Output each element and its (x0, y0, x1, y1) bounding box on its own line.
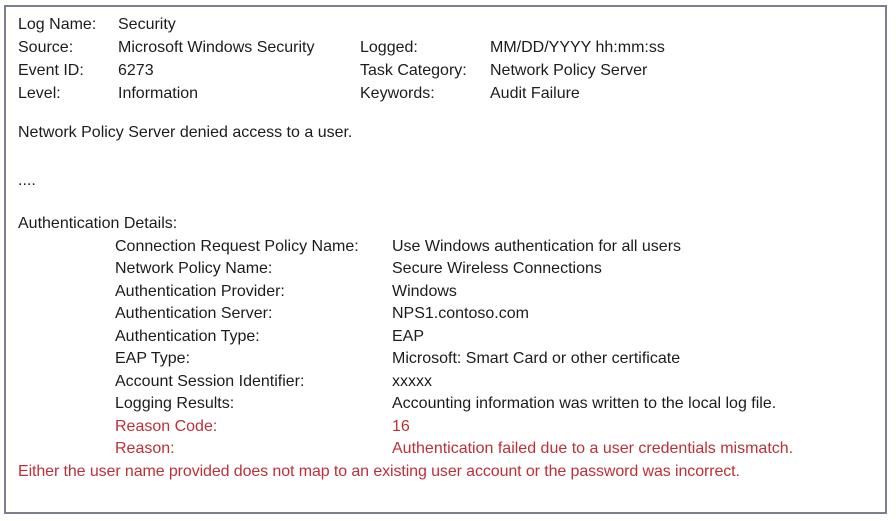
field-value (490, 13, 873, 36)
detail-label: Network Policy Name: (115, 260, 273, 277)
detail-row (18, 348, 873, 371)
field-label: Task Category: (360, 62, 467, 79)
detail-row (18, 326, 873, 349)
detail-value: Secure Wireless Connections (392, 260, 602, 277)
detail-row (18, 303, 873, 326)
field-value: Audit Failure (490, 85, 580, 102)
ellipsis-text: .... (18, 171, 36, 189)
detail-value: EAP (392, 327, 425, 345)
detail-label: Reason Code: (115, 417, 218, 435)
detail-label: Authentication Server: (115, 305, 273, 322)
field-label: Event ID: (18, 62, 84, 79)
detail-row-reason-code (18, 416, 873, 439)
detail-label: Reason: (115, 440, 175, 457)
field-value: Security (118, 16, 176, 33)
field-label (360, 13, 490, 36)
field-value: Information (118, 85, 199, 102)
detail-row (18, 258, 873, 281)
detail-row (18, 236, 873, 259)
reason-detail-text: Either the user name provided does not map to an existing user account or the password was incorrect. (18, 462, 740, 480)
detail-row (18, 393, 873, 416)
detail-row (18, 371, 873, 394)
detail-value: Windows (392, 282, 457, 300)
detail-row-reason (18, 438, 873, 461)
field-value: MM/DD/YYYY hh:mm:ss (490, 39, 665, 56)
field-value: Network Policy Server (490, 62, 648, 79)
detail-label: Connection Request Policy Name: (115, 237, 359, 255)
authentication-details-heading: Authentication Details: (18, 215, 178, 232)
detail-row (18, 281, 873, 304)
detail-label: Authentication Provider: (115, 282, 285, 300)
detail-value: Microsoft: Smart Card or other certificate (392, 350, 681, 367)
event-log-panel (4, 5, 887, 514)
detail-label: Authentication Type: (115, 327, 260, 345)
event-header (18, 13, 873, 105)
detail-value: xxxxx (392, 372, 432, 390)
field-label: Level: (18, 85, 61, 102)
detail-value: Accounting information was written to the local log file. (392, 395, 777, 412)
event-description: Network Policy Server denied access to a user. (18, 124, 353, 141)
field-label: Log Name: (18, 16, 97, 33)
field-value: Microsoft Windows Security (118, 39, 315, 56)
detail-label: EAP Type: (115, 350, 191, 367)
field-label: Keywords: (360, 85, 435, 102)
detail-label: Logging Results: (115, 395, 235, 412)
field-label: Source: (18, 39, 74, 56)
field-value: 6273 (118, 62, 154, 79)
authentication-details-list (18, 236, 873, 461)
field-label: Logged: (360, 39, 418, 56)
detail-value: Use Windows authentication for all users (392, 237, 682, 255)
detail-label: Account Session Identifier: (115, 372, 305, 390)
detail-value: 16 (392, 417, 410, 435)
detail-value: NPS1.contoso.com (392, 305, 529, 322)
detail-value: Authentication failed due to a user credentials mismatch. (392, 440, 794, 457)
